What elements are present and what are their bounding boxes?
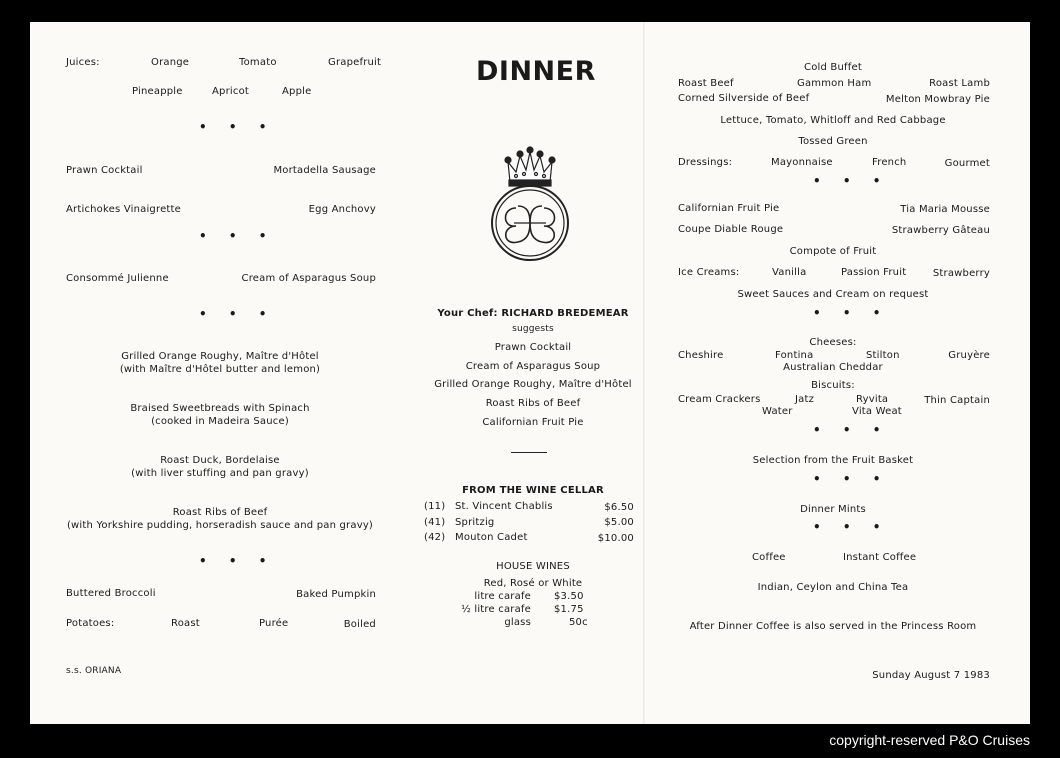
menu-item: Consommé Julienne [66,273,169,284]
menu-item: Sweet Sauces and Cream on request [737,289,929,300]
suggestion-item: Roast Ribs of Beef [485,398,581,409]
menu-item: Passion Fruit [841,267,907,278]
dressings-label: Dressings: [678,157,733,168]
main-course-name: Braised Sweetbreads with Spinach [130,403,310,414]
suggests-label: suggests [512,324,554,334]
menu-item: Corned Silverside of Beef [678,93,810,104]
menu-item: Gammon Ham [797,78,872,89]
juice-item: Tomato [239,57,277,68]
menu-item: Cream Crackers [678,394,761,405]
section-heading: Biscuits: [811,380,855,391]
suggestion-item: Prawn Cocktail [494,342,572,353]
suggestion-item: Grilled Orange Roughy, Maître d'Hôtel [434,379,632,390]
house-wines-sub: Red, Rosé or White [483,578,583,589]
separator-dots: • • • [813,306,890,320]
menu-item: Roast Lamb [929,78,990,89]
suggestion-item: Californian Fruit Pie [482,417,584,428]
menu-item: Dinner Mints [800,504,866,515]
menu-item: Egg Anchovy [308,204,376,215]
wine-bin: (41) [424,517,446,528]
separator-dots: • • • [199,120,276,134]
juices-label: Juices: [66,57,100,68]
menu-item: Strawberry Gâteau [891,225,990,236]
menu-item: Ryvita [856,394,889,405]
house-price: $1.75 [554,604,584,615]
menu-item: Baked Pumpkin [296,589,376,600]
chef-line: Your Chef: RICHARD BREDEMEAR [437,308,629,319]
house-price: 50c [569,617,588,628]
separator-dots: • • • [813,520,890,534]
menu-item: Prawn Cocktail [66,165,143,176]
wine-name: Mouton Cadet [455,532,528,543]
menu-item: Vita Weat [852,406,902,417]
menu-item: Vanilla [772,267,807,278]
page-fold [643,22,645,724]
main-course-note: (with liver stuffing and pan gravy) [131,468,309,479]
juice-item: Pineapple [132,86,183,97]
menu-item: Boiled [343,619,376,630]
suggestion-item: Cream of Asparagus Soup [465,361,601,372]
copyright-notice: copyright-reserved P&O Cruises [829,732,1030,748]
main-course-name: Grilled Orange Roughy, Maître d'Hôtel [121,351,319,362]
juice-item: Orange [151,57,190,68]
divider [511,452,547,453]
menu-item: Coupe Diable Rouge [678,224,784,235]
section-heading: Cold Buffet [804,62,862,73]
separator-dots: • • • [199,229,276,243]
main-course-name: Roast Duck, Bordelaise [160,455,280,466]
wine-price: $5.00 [604,517,634,528]
main-course-name: Roast Ribs of Beef [172,507,268,518]
menu-item: Californian Fruit Pie [678,203,780,214]
separator-dots: • • • [813,423,890,437]
menu-item: Selection from the Fruit Basket [752,455,914,466]
wine-bin: (11) [424,501,446,512]
menu-item: Indian, Ceylon and China Tea [757,582,909,593]
menu-item: Jatz [795,394,815,405]
menu-item: Instant Coffee [843,552,917,563]
menu-item: Stilton [866,350,900,361]
separator-dots: • • • [813,472,890,486]
separator-dots: • • • [813,174,890,188]
separator-dots: • • • [199,307,276,321]
menu-item: Melton Mowbray Pie [885,94,990,105]
page-title: DINNER [476,56,596,87]
menu-item: Purée [259,618,289,629]
menu-item: Tossed Green [798,136,868,147]
menu-item: Australian Cheddar [783,362,883,373]
wine-bin: (42) [424,532,446,543]
menu-item: Roast Beef [678,78,734,89]
menu-item: Buttered Broccoli [66,588,156,599]
menu-item: Mortadella Sausage [273,165,376,176]
menu-item: Lettuce, Tomato, Whitloff and Red Cabbage [720,115,946,126]
menu-item: Mayonnaise [771,157,833,168]
ice-label: Ice Creams: [678,267,740,278]
wine-heading: FROM THE WINE CELLAR [462,485,604,496]
menu-item: Tia Maria Mousse [900,204,990,215]
menu-item: Compote of Fruit [789,246,877,257]
ship-name: s.s. ORIANA [66,666,122,676]
crown-monogram-crest [486,146,574,264]
menu-date: Sunday August 7 1983 [872,670,990,681]
menu-item: Roast [171,618,200,629]
menu-item: Strawberry [932,268,990,279]
main-course-note: (with Maître d'Hôtel butter and lemon) [119,364,321,375]
menu-item: Thin Captain [924,395,990,406]
wine-price: $6.50 [604,502,634,513]
after-dinner-note: After Dinner Coffee is also served in the Princess Room [689,621,977,632]
house-wines-heading: HOUSE WINES [496,561,570,572]
juice-item: Grapefruit [328,57,382,68]
separator-dots: • • • [199,554,276,568]
menu-item: Cream of Asparagus Soup [241,273,376,284]
menu-item: French [872,157,907,168]
menu-item: Coffee [752,552,786,563]
menu-item: Gourmet [944,158,990,169]
house-size: litre carafe [474,591,531,602]
menu-item: Fontina [775,350,814,361]
main-course-note: (with Yorkshire pudding, horseradish sauce and pan gravy) [66,520,374,531]
house-size: ½ litre carafe [461,604,531,615]
juice-item: Apple [282,86,312,97]
menu-item: Gruyère [948,350,990,361]
menu-item: Artichokes Vinaigrette [66,204,182,215]
juice-item: Apricot [212,86,250,97]
section-heading: Cheeses: [809,337,857,348]
wine-name: St. Vincent Chablis [455,501,553,512]
menu-item: Water [762,406,793,417]
menu-item: Cheshire [678,350,724,361]
house-price: $3.50 [554,591,584,602]
main-course-note: (cooked in Madeira Sauce) [151,416,289,427]
house-size: glass [504,617,531,628]
wine-price: $10.00 [597,533,634,544]
potatoes-label: Potatoes: [66,618,115,629]
wine-name: Spritzig [455,517,495,528]
